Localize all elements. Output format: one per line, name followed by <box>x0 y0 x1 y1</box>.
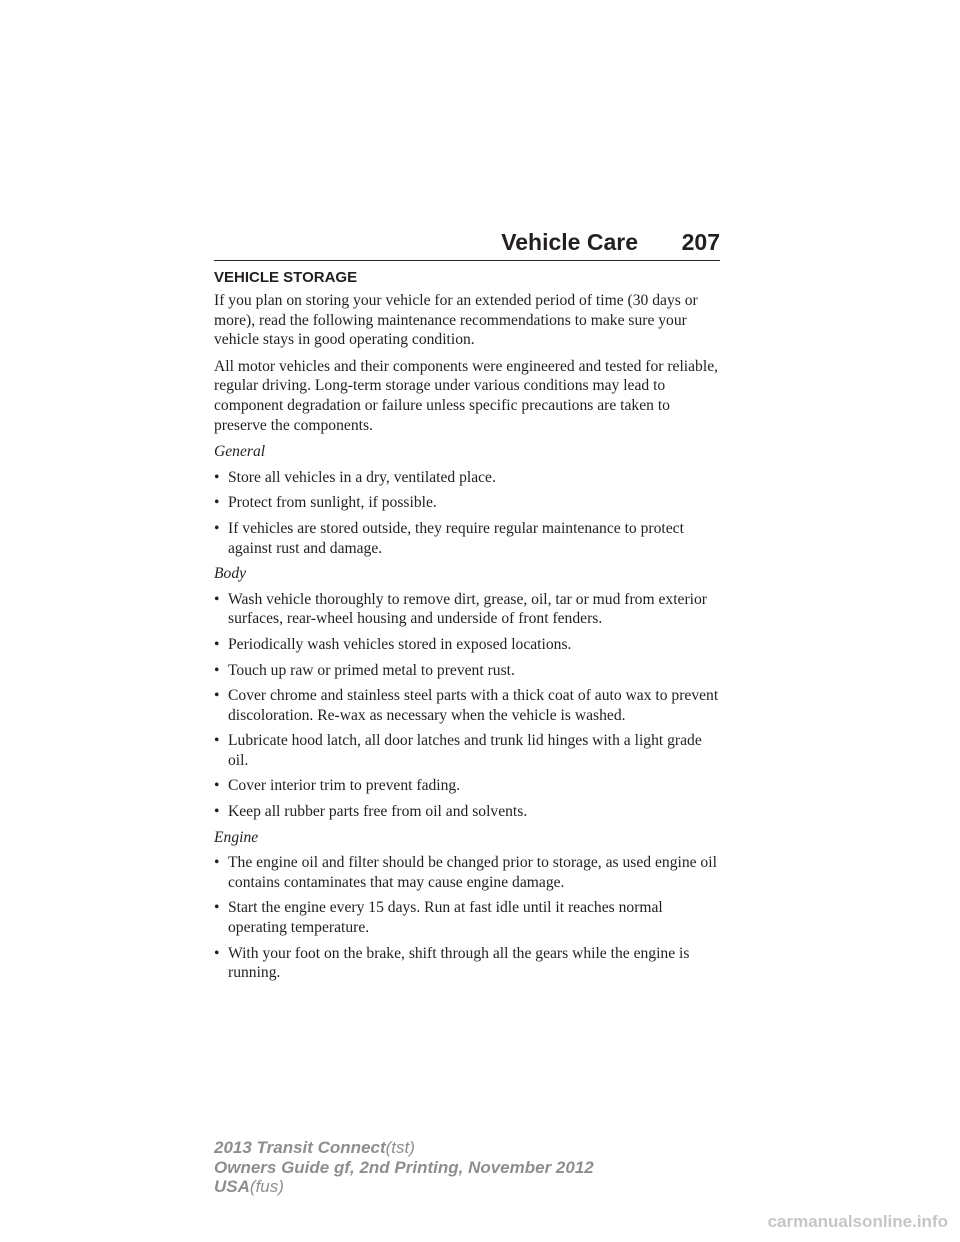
engine-list <box>214 853 720 983</box>
list-item <box>214 686 720 725</box>
bullet-icon: • <box>214 468 220 486</box>
list-item <box>214 898 720 937</box>
footer-model: 2013 Transit Connect <box>214 1138 386 1157</box>
chapter-title: Vehicle Care <box>501 229 638 255</box>
bullet-icon: • <box>214 854 220 872</box>
subhead-engine: Engine <box>214 828 259 846</box>
footer-line-printing: Owners Guide gf, 2nd Printing, November 2012 <box>214 1157 594 1177</box>
footer-line-market <box>214 1177 594 1197</box>
list-item-text: Cover chrome and stainless steel parts with a thick coat of auto wax to prevent discoloration. Re-wax as necessary when the vehicle is washed. <box>228 687 719 724</box>
list-item-text: Protect from sunlight, if possible. <box>228 494 437 512</box>
list-item <box>214 853 720 892</box>
list-item <box>214 802 720 822</box>
list-item-text: Periodically wash vehicles stored in exposed locations. <box>228 635 572 653</box>
list-item-text: Keep all rubber parts free from oil and solvents. <box>228 803 528 821</box>
bullet-icon: • <box>214 590 220 608</box>
list-item-text: If vehicles are stored outside, they require regular maintenance to protect against rust and damage. <box>228 519 684 557</box>
subhead-body: Body <box>214 565 247 583</box>
list-item-text: With your foot on the brake, shift through all the gears while the engine is running. <box>228 944 690 982</box>
bullet-icon: • <box>214 944 220 962</box>
list-item-text: Cover interior trim to prevent fading. <box>228 777 461 795</box>
page-number: 207 <box>681 229 720 255</box>
bullet-icon: • <box>214 803 220 821</box>
page-header <box>214 226 720 261</box>
page-footer <box>214 1138 594 1197</box>
subhead-general: General <box>214 443 266 461</box>
bullet-icon: • <box>214 635 220 653</box>
bullet-icon: • <box>214 519 220 537</box>
list-item-text: Touch up raw or primed metal to prevent rust. <box>228 661 515 679</box>
intro-paragraph-2: All motor vehicles and their components were engineered and tested for reliable, regular driving. Long-term storage under various conditions may lead to component degradation or failure unless specific precautions are taken to preserve the components. <box>214 357 719 434</box>
watermark: carmanualsonline.info <box>767 1212 948 1231</box>
footer-line-model <box>214 1138 594 1158</box>
bullet-icon: • <box>214 661 220 679</box>
list-item-text: The engine oil and filter should be changed prior to storage, as used engine oil contains contaminates that may cause engine damage. <box>228 854 717 891</box>
list-item <box>214 590 720 629</box>
footer-market-code: (fus) <box>249 1177 284 1196</box>
body-list <box>214 590 720 822</box>
bullet-icon: • <box>214 732 220 750</box>
list-item <box>214 661 720 681</box>
page-content <box>214 268 720 989</box>
bullet-icon: • <box>214 687 220 705</box>
bullet-icon: • <box>214 899 220 917</box>
list-item-text: Lubricate hood latch, all door latches and trunk lid hinges with a light grade oil. <box>228 732 702 769</box>
footer-model-code: (tst) <box>385 1138 415 1157</box>
list-item-text: Start the engine every 15 days. Run at fast idle until it reaches normal operating temperature. <box>228 899 663 937</box>
section-title: VEHICLE STORAGE <box>214 269 358 286</box>
list-item <box>214 731 720 770</box>
list-item <box>214 468 720 488</box>
list-item <box>214 776 720 796</box>
footer-market: USA <box>214 1177 250 1196</box>
list-item <box>214 944 720 983</box>
bullet-icon: • <box>214 494 220 512</box>
list-item-text: Wash vehicle thoroughly to remove dirt, grease, oil, tar or mud from exterior surfaces, rear-wheel housing and underside of front fenders. <box>228 590 707 628</box>
list-item-text: Store all vehicles in a dry, ventilated place. <box>228 468 496 486</box>
general-list <box>214 468 720 558</box>
bullet-icon: • <box>214 777 220 795</box>
list-item <box>214 519 720 558</box>
intro-paragraph-1: If you plan on storing your vehicle for an extended period of time (30 days or more), read the following maintenance recommendations to make sure your vehicle stays in good operating condition. <box>214 292 698 349</box>
list-item <box>214 493 720 513</box>
list-item <box>214 635 720 655</box>
